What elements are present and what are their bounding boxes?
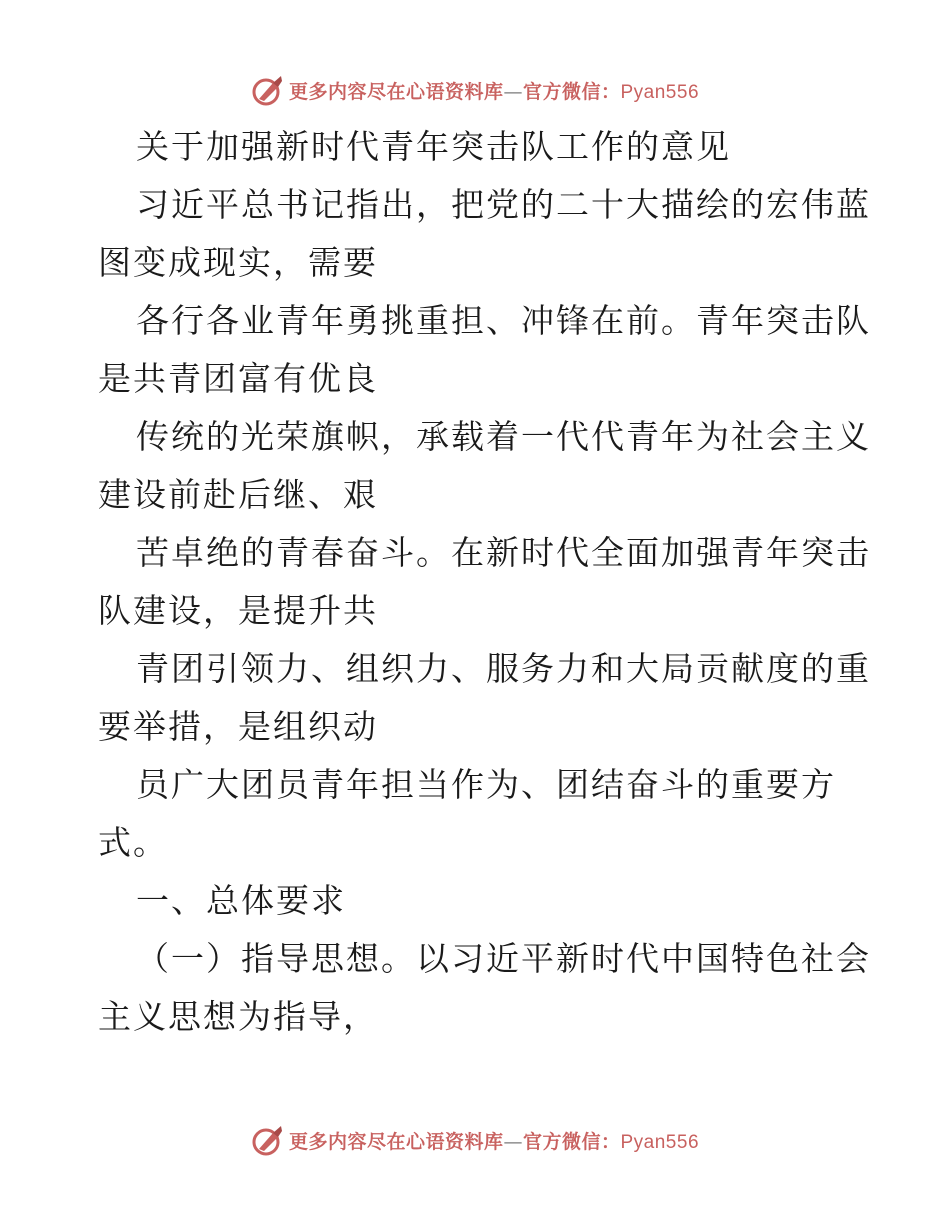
watermark-wechat-id: Pyan556 — [620, 1131, 700, 1153]
watermark-suffix-text: 官方微信： — [522, 1130, 621, 1153]
watermark-separator: — — [503, 1130, 523, 1153]
watermark-footer — [0, 1120, 950, 1160]
watermark-separator: — — [503, 80, 523, 103]
document-line: 员广大团员青年担当作为、团结奋斗的重要方 — [136, 765, 836, 804]
pen-nib-logo-icon — [251, 1123, 285, 1157]
pen-nib-logo-icon — [251, 73, 285, 107]
document-line: 图变成现实，需要 — [98, 243, 378, 282]
document-line: 是共青团富有优良 — [98, 359, 378, 398]
document-body — [98, 118, 871, 1046]
document-line: 建设前赴后继、艰 — [98, 475, 378, 514]
document-line: （一）指导思想。以习近平新时代中国特色社会 — [136, 939, 871, 978]
document-line: 传统的光荣旗帜，承载着一代代青年为社会主义 — [136, 417, 871, 456]
document-line: 苦卓绝的青春奋斗。在新时代全面加强青年突击 — [136, 533, 871, 572]
watermark-main-text: 更多内容尽在心语资料库 — [288, 80, 504, 103]
document-line: 一、总体要求 — [136, 881, 346, 920]
watermark-main-text: 更多内容尽在心语资料库 — [288, 1130, 504, 1153]
watermark-suffix-text: 官方微信： — [522, 80, 621, 103]
document-line: 式。 — [98, 823, 168, 862]
watermark-header — [0, 70, 950, 110]
document-line: 要举措，是组织动 — [98, 707, 378, 746]
document-line: 主义思想为指导， — [98, 997, 378, 1036]
document-line: 队建设，是提升共 — [98, 591, 378, 630]
watermark-wechat-id: Pyan556 — [620, 81, 700, 103]
document-line: 各行各业青年勇挑重担、冲锋在前。青年突击队 — [136, 301, 871, 340]
document-line: 习近平总书记指出，把党的二十大描绘的宏伟蓝 — [136, 185, 871, 224]
document-line: 关于加强新时代青年突击队工作的意见 — [136, 127, 731, 166]
document-line: 青团引领力、组织力、服务力和大局贡献度的重 — [136, 649, 871, 688]
